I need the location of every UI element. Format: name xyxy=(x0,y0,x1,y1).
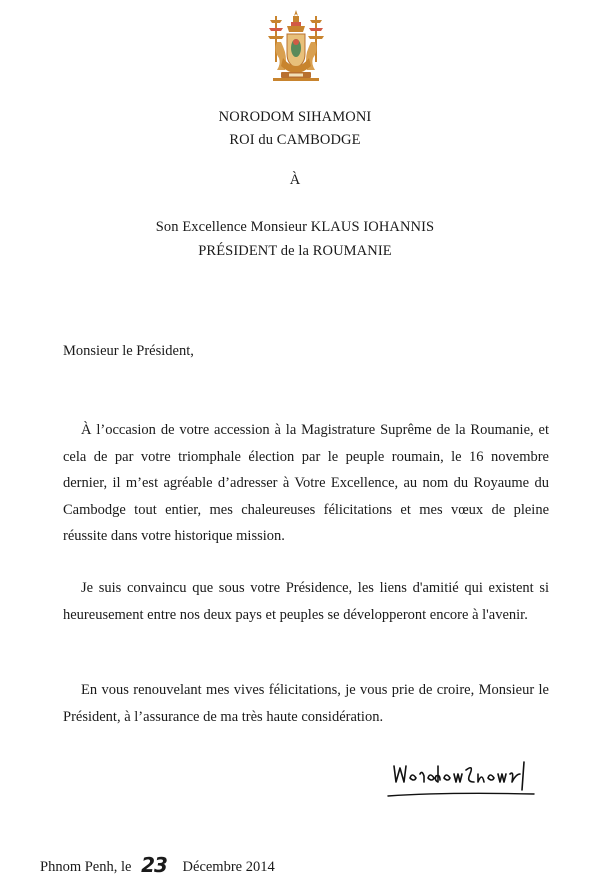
paragraph-text: Je suis convaincu que sous votre Présidence, les liens d'amitié qui existent si heureusement entre nos deux pays et peuples se développeront encore à l'avenir. xyxy=(63,580,549,623)
paragraph-congratulations xyxy=(63,417,549,550)
to-word: À xyxy=(289,172,301,188)
month-year-text: Décembre 2014 xyxy=(182,859,275,875)
handwritten-signature-icon xyxy=(386,752,536,800)
salutation: Monsieur le Président, xyxy=(63,343,194,359)
royal-coat-of-arms-icon xyxy=(259,8,333,84)
paragraph-text: À l’occasion de votre accession à la Magistrature Suprême de la Roumanie, et cela de par votre triomphale élection par le peuple roumain, le 16 novembre dernier, il m’est agréable d’adresser à Votre Excellence, au nom du Royaume du Cambodge tout entier, mes chaleureuses félicitations et mes vœux de pleine réussite dans votre historique mission. xyxy=(63,422,549,544)
handwritten-day: 23 xyxy=(141,853,167,877)
sender-title: ROI du CAMBODGE xyxy=(229,132,361,148)
place-text: Phnom Penh, le xyxy=(40,859,132,875)
sender-name: NORODOM SIHAMONI xyxy=(218,109,372,125)
recipient-name: Son Excellence Monsieur KLAUS IOHANNIS xyxy=(155,219,435,235)
date-line xyxy=(40,852,275,876)
paragraph-closing xyxy=(63,677,549,730)
recipient-title: PRÉSIDENT de la ROUMANIE xyxy=(198,243,392,259)
paragraph-friendship xyxy=(63,575,549,628)
paragraph-text: En vous renouvelant mes vives félicitations, je vous prie de croire, Monsieur le Président, à l’assurance de ma très haute considération. xyxy=(63,682,549,725)
